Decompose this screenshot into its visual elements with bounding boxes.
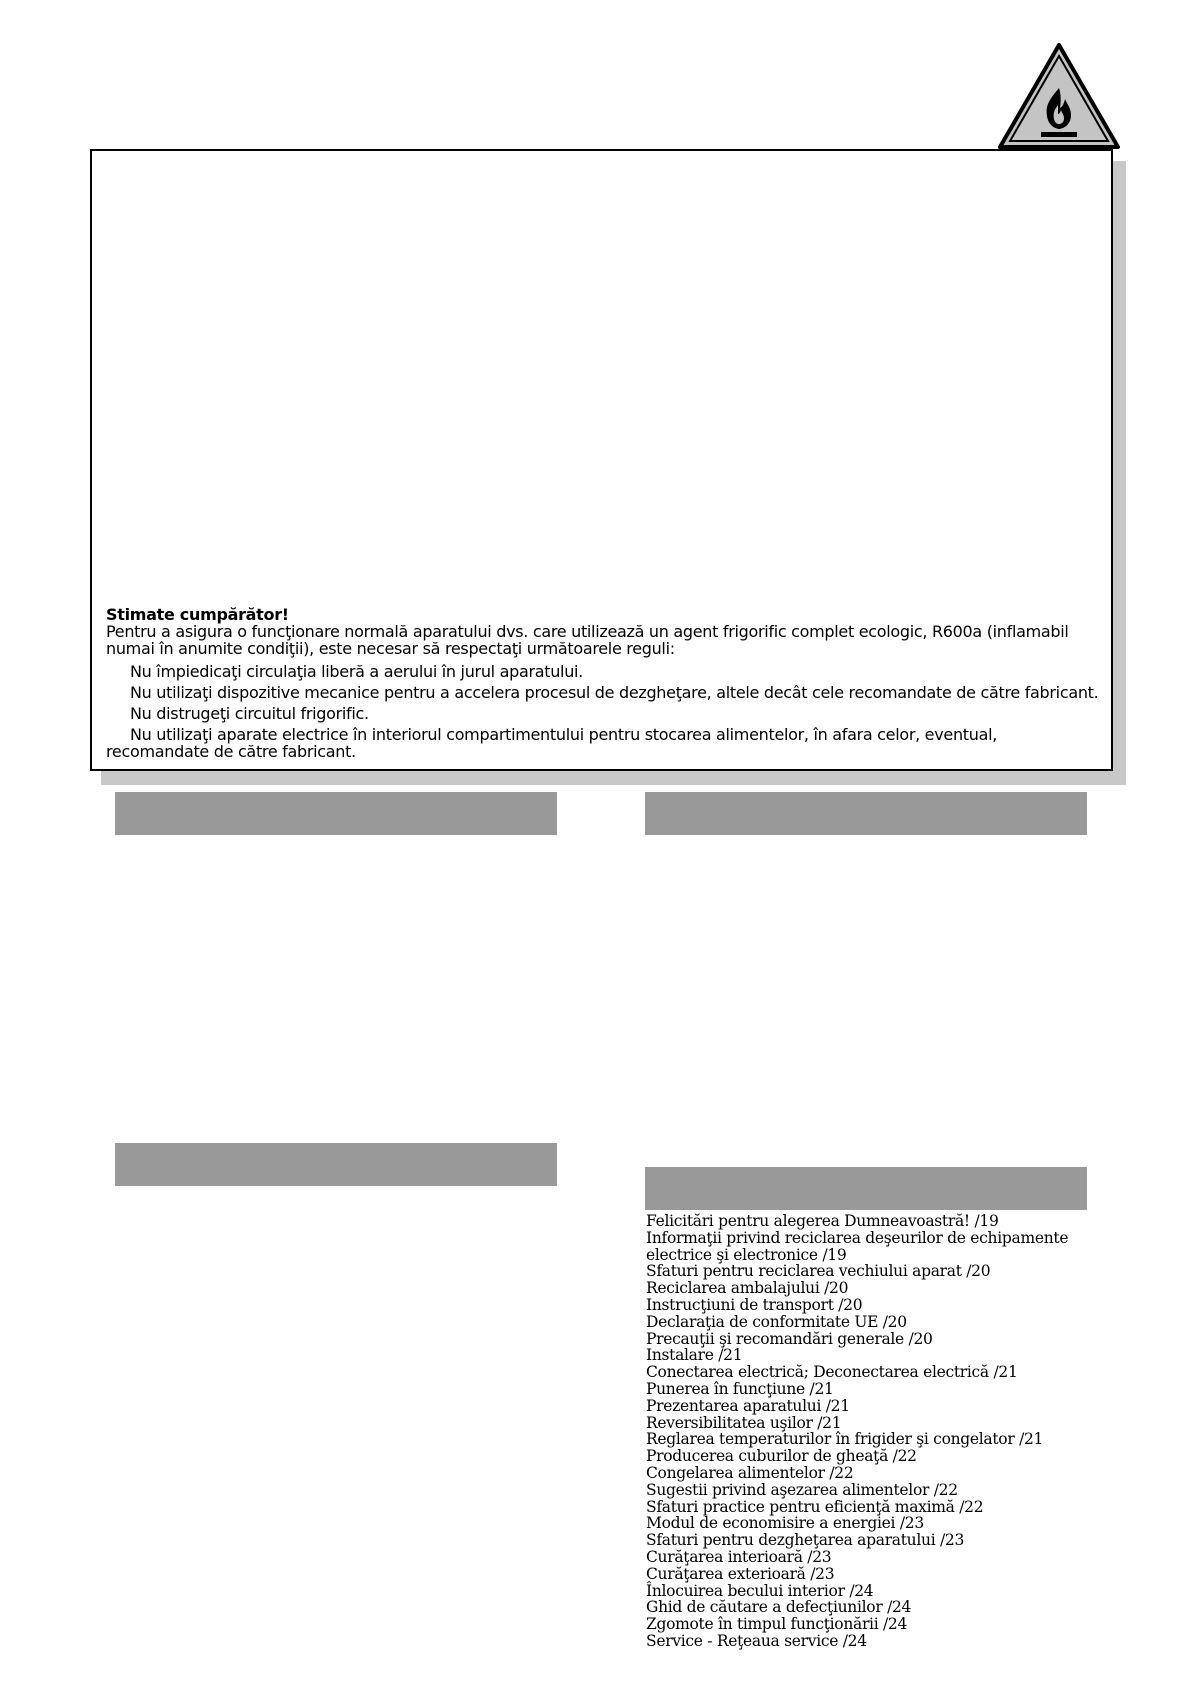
table-of-contents (646, 1213, 1106, 1650)
notice-intro: Pentru a asigura o funcţionare normală aparatului dvs. care utilizează un agent frigorific complet ecologic, R600a (inflamabil numai în anumite condiţii), este necesar să respectaţi următoarele reguli: (106, 622, 1069, 658)
notice-title: Stimate cumpărător! (106, 605, 289, 624)
toc-item: Sfaturi pentru dezgheţarea aparatului /23 (646, 1531, 965, 1550)
section-header-bar-right-top (645, 792, 1087, 835)
section-header-bar-left-bottom (115, 1143, 557, 1186)
toc-item: Service - Reţeaua service /24 (646, 1631, 867, 1650)
toc-item: Punerea în funcţiune /21 (646, 1379, 834, 1398)
notice-content (106, 606, 1099, 764)
toc-item: Zgomote în timpul funcţionării /24 (646, 1615, 908, 1634)
section-header-bar-left-top (115, 792, 557, 835)
toc-item: Reciclarea ambalajului /20 (646, 1279, 849, 1298)
toc-item: Precauţii şi recomandări generale /20 (646, 1329, 933, 1348)
flammable-warning-icon (997, 42, 1121, 150)
toc-item: Felicitări pentru alegerea Dumneavoastră! /19 (646, 1212, 999, 1230)
toc-item: Înlocuirea becului interior /24 (646, 1581, 874, 1600)
section-header-bar-right-bottom (645, 1167, 1087, 1210)
toc-item: Congelarea alimentelor /22 (646, 1463, 854, 1482)
toc-item: Prezentarea aparatului /21 (646, 1396, 850, 1415)
notice-rule: Nu utilizaţi aparate electrice în interiorul compartimentului pentru stocarea alimentelor, în afara celor, eventual, recomandate de către fabricant. (106, 725, 998, 761)
toc-item: Sfaturi pentru reciclarea vechiului aparat /20 (646, 1262, 991, 1281)
toc-item: Sugestii privind aşezarea alimentelor /22 (646, 1480, 958, 1499)
toc-item: Informaţii privind reciclarea deşeurilor de echipamente electrice şi electronice /19 (646, 1228, 1069, 1264)
notice-rule: Nu distrugeţi circuitul frigorific. (130, 704, 369, 723)
toc-item: Conectarea electrică; Deconectarea electrică /21 (646, 1363, 1018, 1382)
notice-rule: Nu împiedicaţi circulaţia liberă a aerului în jurul aparatului. (130, 662, 583, 681)
toc-item: Modul de economisire a energiei /23 (646, 1514, 924, 1533)
toc-item: Declaraţia de conformitate UE /20 (646, 1312, 907, 1331)
notice-rules-list (106, 663, 1099, 760)
toc-item: Reglarea temperaturilor în frigider şi congelator /21 (646, 1430, 1044, 1449)
notice-rule: Nu utilizaţi dispozitive mecanice pentru a accelera procesul de dezgheţare, altele decât cele recomandate de către fabricant. (130, 683, 1099, 702)
toc-item: Producerea cuburilor de gheaţă /22 (646, 1447, 917, 1466)
toc-item: Sfaturi practice pentru eficienţă maximă /22 (646, 1497, 984, 1516)
notice-box (90, 149, 1113, 771)
toc-item: Instrucţiuni de transport /20 (646, 1295, 863, 1314)
toc-item: Reversibilitatea uşilor /21 (646, 1413, 842, 1432)
toc-item: Curăţarea interioară /23 (646, 1547, 832, 1566)
toc-item: Ghid de căutare a defecţiunilor /24 (646, 1598, 912, 1617)
toc-item: Instalare /21 (646, 1346, 743, 1365)
toc-item: Curăţarea exterioară /23 (646, 1564, 835, 1583)
